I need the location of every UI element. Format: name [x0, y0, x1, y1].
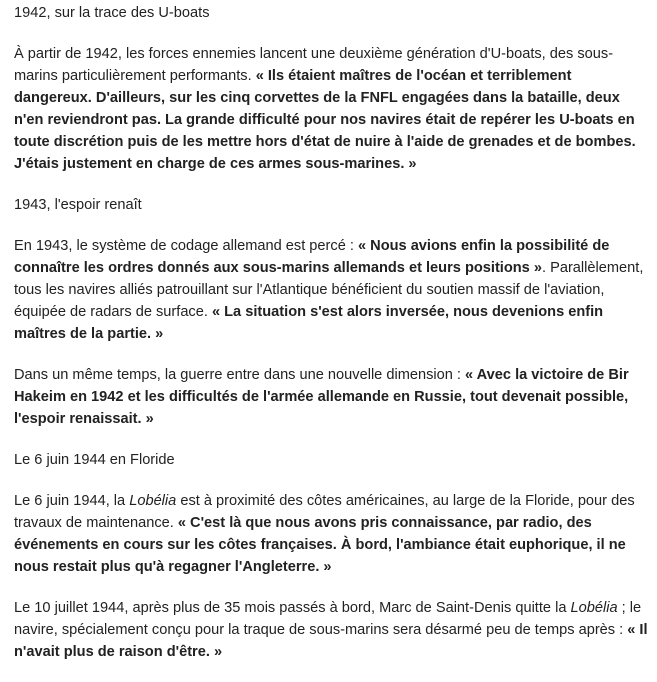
- text-run: Le 10 juillet 1944, après plus de 35 mois passés à bord, Marc de Saint-Denis quitte la: [14, 600, 571, 616]
- text-run: Dans un même temps, la guerre entre dans une nouvelle dimension :: [14, 367, 466, 383]
- text-run: À partir de 1942, les forces ennemies lancent une deuxième génération d'U-boats, des sous-marins particulièrement performants.: [14, 46, 614, 84]
- section-heading: Le 6 juin 1944 en Floride: [14, 452, 175, 468]
- section-heading: 1943, l'espoir renaît: [14, 197, 142, 213]
- paragraph: [14, 597, 651, 663]
- quote-text: « Nous avions enfin la possibilité de connaître les ordres donnés aux sous-marins allemands et leurs positions »: [14, 238, 610, 276]
- text-run: Le 6 juin 1944, la: [14, 493, 130, 509]
- paragraph: [14, 490, 651, 578]
- section-1942: [14, 2, 651, 175]
- text-run: ; le navire, spécialement conçu pour la traque de sous-marins sera désarmé peu de temps après :: [14, 600, 642, 638]
- quote-text: « La situation s'est alors inversée, nous devenions enfin maîtres de la partie. »: [14, 304, 604, 342]
- section-1943: [14, 194, 651, 430]
- text-run: est à proximité des côtes américaines, au large de la Floride, pour des travaux de maintenance.: [14, 493, 635, 531]
- section-heading: 1942, sur la trace des U-boats: [14, 5, 210, 21]
- quote-text: « C'est là que nous avons pris connaissance, par radio, des événements en cours sur les côtes françaises. À bord, l'ambiance était euphorique, il ne nous restait plus qu'à regagner l'Angleterre. »: [14, 515, 626, 575]
- paragraph: [14, 364, 651, 430]
- quote-text: « Il n'avait plus de raison d'être. »: [14, 622, 648, 660]
- paragraph: [14, 43, 651, 175]
- paragraph: [14, 235, 651, 345]
- quote-text: « Avec la victoire de Bir Hakeim en 1942 et les difficultés de l'armée allemande en Russie, tout devenait possible, l'espoir renaissait. »: [14, 367, 629, 427]
- section-1944: [14, 449, 651, 663]
- text-run: . Parallèlement, tous les navires alliés patrouillant sur l'Atlantique bénéficient du soutien massif de l'aviation, équipée de radars de surface.: [14, 260, 644, 320]
- quote-text: « Ils étaient maîtres de l'océan et terriblement dangereux. D'ailleurs, sur les cinq corvettes de la FNFL engagées dans la bataille, deux n'en reviendront pas. La grande difficulté pour nos navires était de repérer les U-boats en toute discrétion puis de les mettre hors d'état de nuire à l'aide de grenades et de bombes. J'étais justement en charge de ces armes sous-marines. »: [14, 68, 636, 172]
- text-run: En 1943, le système de codage allemand est percé :: [14, 238, 358, 254]
- ship-name: Lobélia: [570, 600, 618, 616]
- ship-name: Lobélia: [129, 493, 177, 509]
